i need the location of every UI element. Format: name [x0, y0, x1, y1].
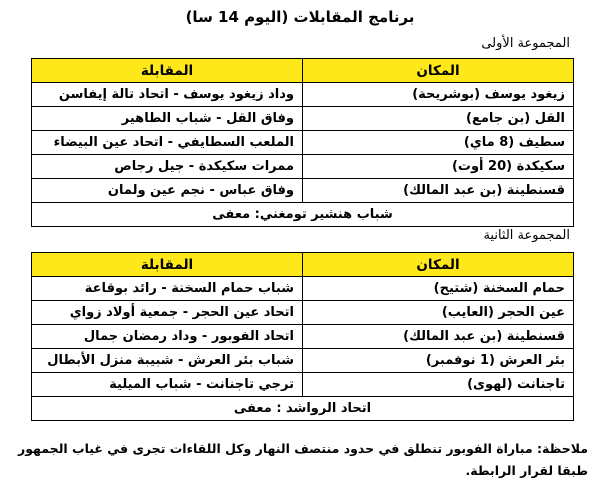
- exempt-cell: اتحاد الرواشد : معفى: [32, 397, 574, 421]
- match-cell: ترجي تاجنانت - شباب الميلية: [32, 373, 303, 397]
- table-row: [32, 83, 574, 107]
- match-cell: شباب حمام السخنة - رائد بوقاعة: [32, 277, 303, 301]
- match-cell: اتحاد عين الحجر - جمعية أولاد زواي: [32, 301, 303, 325]
- column-header-match: المقابلة: [32, 253, 303, 277]
- place-cell: قسنطينة (بن عبد المالك): [303, 179, 574, 203]
- match-cell: اتحاد الفوبور - وداد رمضان جمال: [32, 325, 303, 349]
- footnote: [8, 438, 588, 482]
- table-row: [32, 349, 574, 373]
- footnote-line-2: طبقا لقرار الرابطة.: [465, 463, 588, 478]
- group-1-label: المجموعة الأولى: [481, 36, 570, 51]
- place-cell: سطيف (8 ماي): [303, 131, 574, 155]
- column-header-match: المقابلة: [32, 59, 303, 83]
- table-row: [32, 179, 574, 203]
- table-row: [32, 325, 574, 349]
- group-1-table: [31, 58, 574, 227]
- table-row: [32, 277, 574, 301]
- exempt-cell: شباب هنشير تومغني: معفى: [32, 203, 574, 227]
- column-header-place: المكان: [303, 253, 574, 277]
- match-cell: الملعب السطايفي - اتحاد عين البيضاء: [32, 131, 303, 155]
- match-cell: وفاق عباس - نجم عين ولمان: [32, 179, 303, 203]
- place-cell: بئر العرش (1 نوفمبر): [303, 349, 574, 373]
- table-header-row: [32, 59, 574, 83]
- place-cell: عين الحجر (العايب): [303, 301, 574, 325]
- table-row: [32, 131, 574, 155]
- place-cell: زيغود يوسف (بوشريحة): [303, 83, 574, 107]
- table-row: [32, 107, 574, 131]
- match-cell: شباب بئر العرش - شبيبة منزل الأبطال: [32, 349, 303, 373]
- column-header-place: المكان: [303, 59, 574, 83]
- footnote-line-1: ملاحظة: مباراة الفوبور تنطلق في حدود منتصف النهار وكل اللقاءات تجرى في غياب الجمهور: [18, 441, 588, 456]
- match-cell: وفاق القل - شباب الطاهير: [32, 107, 303, 131]
- table-row: [32, 155, 574, 179]
- place-cell: قسنطينة (بن عبد المالك): [303, 325, 574, 349]
- group-2-label: المجموعة الثانية: [483, 228, 570, 243]
- page-title: برنامج المقابلات (اليوم 14 سا): [185, 8, 415, 26]
- exempt-row: [32, 397, 574, 421]
- place-cell: سكيكدة (20 أوت): [303, 155, 574, 179]
- match-cell: ممرات سكيكدة - جيل رجاص: [32, 155, 303, 179]
- match-cell: وداد زيغود يوسف - اتحاد تالة إيفاسن: [32, 83, 303, 107]
- table-row: [32, 301, 574, 325]
- place-cell: تاجنانت (لهوى): [303, 373, 574, 397]
- table-header-row: [32, 253, 574, 277]
- table-row: [32, 373, 574, 397]
- group-2-table: [31, 252, 574, 421]
- place-cell: القل (بن جامع): [303, 107, 574, 131]
- place-cell: حمام السخنة (شتيح): [303, 277, 574, 301]
- exempt-row: [32, 203, 574, 227]
